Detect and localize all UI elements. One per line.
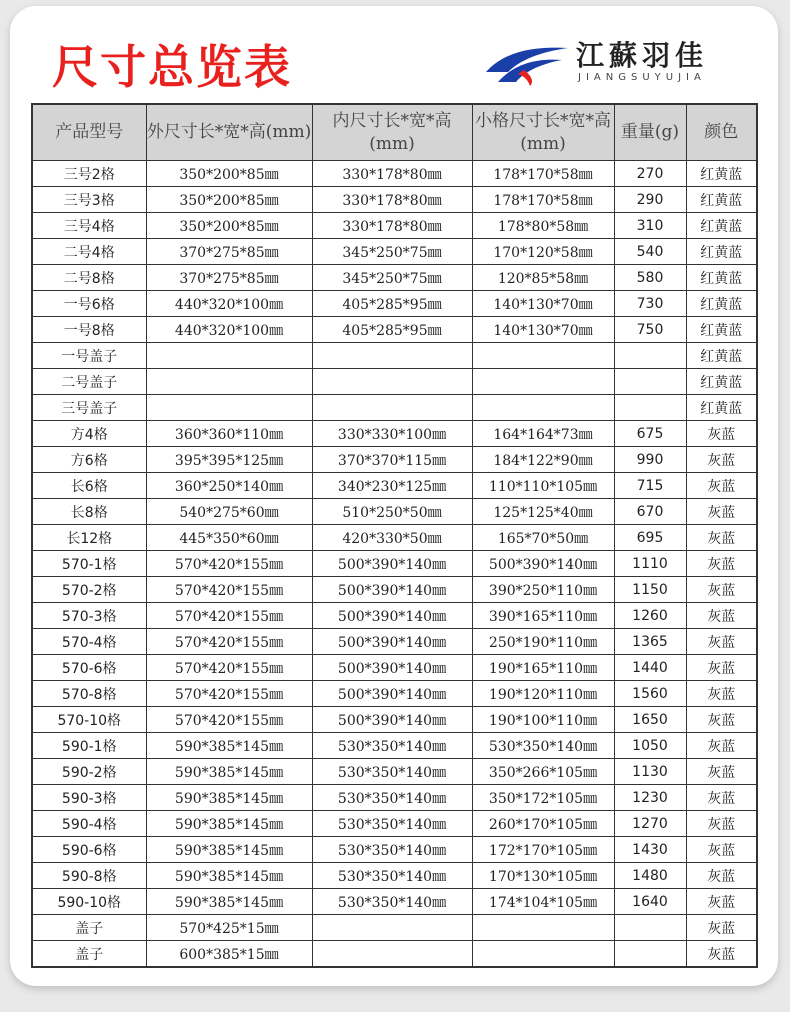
cell-size-cell: 140*130*70㎜ bbox=[472, 291, 614, 317]
header-inner-size: 内尺寸长*宽*高(mm) bbox=[312, 104, 472, 161]
outer-size-cell: 570*420*155㎜ bbox=[146, 577, 312, 603]
weight-cell: 1640 bbox=[614, 889, 686, 915]
inner-size-cell: 345*250*75㎜ bbox=[312, 239, 472, 265]
model-cell: 590-8格 bbox=[32, 863, 146, 889]
color-cell: 灰蓝 bbox=[686, 733, 757, 759]
model-cell: 二号盖子 bbox=[32, 369, 146, 395]
cell-size-cell: 390*250*110㎜ bbox=[472, 577, 614, 603]
outer-size-cell: 350*200*85㎜ bbox=[146, 161, 312, 187]
model-cell: 570-6格 bbox=[32, 655, 146, 681]
outer-size-cell bbox=[146, 395, 312, 421]
outer-size-cell: 370*275*85㎜ bbox=[146, 239, 312, 265]
cell-size-cell: 530*350*140㎜ bbox=[472, 733, 614, 759]
cell-size-cell bbox=[472, 915, 614, 941]
outer-size-cell: 395*395*125㎜ bbox=[146, 447, 312, 473]
brand-name-en: JIANGSUYUJIA bbox=[578, 72, 706, 83]
cell-size-cell: 165*70*50㎜ bbox=[472, 525, 614, 551]
outer-size-cell: 360*360*110㎜ bbox=[146, 421, 312, 447]
inner-size-cell: 330*178*80㎜ bbox=[312, 161, 472, 187]
outer-size-cell bbox=[146, 369, 312, 395]
outer-size-cell: 570*420*155㎜ bbox=[146, 603, 312, 629]
cell-size-cell: 170*120*58㎜ bbox=[472, 239, 614, 265]
outer-size-cell: 590*385*145㎜ bbox=[146, 837, 312, 863]
color-cell: 红黄蓝 bbox=[686, 187, 757, 213]
table-row bbox=[32, 889, 757, 915]
model-cell: 570-3格 bbox=[32, 603, 146, 629]
model-cell: 二号8格 bbox=[32, 265, 146, 291]
cell-size-cell: 190*165*110㎜ bbox=[472, 655, 614, 681]
table-body bbox=[32, 161, 757, 968]
weight-cell: 1365 bbox=[614, 629, 686, 655]
header-color: 颜色 bbox=[686, 104, 757, 161]
inner-size-cell: 405*285*95㎜ bbox=[312, 291, 472, 317]
inner-size-cell: 500*390*140㎜ bbox=[312, 707, 472, 733]
model-cell: 590-4格 bbox=[32, 811, 146, 837]
cell-size-cell: 140*130*70㎜ bbox=[472, 317, 614, 343]
color-cell: 红黄蓝 bbox=[686, 161, 757, 187]
inner-size-cell: 500*390*140㎜ bbox=[312, 655, 472, 681]
cell-size-cell: 190*120*110㎜ bbox=[472, 681, 614, 707]
inner-size-cell: 330*330*100㎜ bbox=[312, 421, 472, 447]
weight-cell: 1650 bbox=[614, 707, 686, 733]
color-cell: 灰蓝 bbox=[686, 447, 757, 473]
table-header-row bbox=[32, 104, 757, 161]
inner-size-cell: 405*285*95㎜ bbox=[312, 317, 472, 343]
weight-cell: 1150 bbox=[614, 577, 686, 603]
weight-cell bbox=[614, 941, 686, 968]
outer-size-cell: 360*250*140㎜ bbox=[146, 473, 312, 499]
cell-size-cell: 120*85*58㎜ bbox=[472, 265, 614, 291]
outer-size-cell: 590*385*145㎜ bbox=[146, 759, 312, 785]
weight-cell: 270 bbox=[614, 161, 686, 187]
outer-size-cell: 350*200*85㎜ bbox=[146, 213, 312, 239]
outer-size-cell: 570*420*155㎜ bbox=[146, 629, 312, 655]
cell-size-cell bbox=[472, 941, 614, 968]
inner-size-cell: 510*250*50㎜ bbox=[312, 499, 472, 525]
brand-logo bbox=[484, 40, 744, 90]
model-cell: 长8格 bbox=[32, 499, 146, 525]
weight-cell: 670 bbox=[614, 499, 686, 525]
outer-size-cell: 590*385*145㎜ bbox=[146, 733, 312, 759]
weight-cell: 1430 bbox=[614, 837, 686, 863]
color-cell: 灰蓝 bbox=[686, 889, 757, 915]
inner-size-cell: 370*370*115㎜ bbox=[312, 447, 472, 473]
inner-size-cell: 530*350*140㎜ bbox=[312, 863, 472, 889]
weight-cell bbox=[614, 915, 686, 941]
inner-size-cell: 500*390*140㎜ bbox=[312, 629, 472, 655]
cell-size-cell bbox=[472, 369, 614, 395]
cell-size-cell: 184*122*90㎜ bbox=[472, 447, 614, 473]
weight-cell: 1270 bbox=[614, 811, 686, 837]
model-cell: 一号盖子 bbox=[32, 343, 146, 369]
model-cell: 570-1格 bbox=[32, 551, 146, 577]
cell-size-cell: 178*80*58㎜ bbox=[472, 213, 614, 239]
weight-cell bbox=[614, 369, 686, 395]
weight-cell: 1480 bbox=[614, 863, 686, 889]
model-cell: 二号4格 bbox=[32, 239, 146, 265]
weight-cell: 290 bbox=[614, 187, 686, 213]
table-row bbox=[32, 655, 757, 681]
table-row bbox=[32, 811, 757, 837]
outer-size-cell: 570*420*155㎜ bbox=[146, 681, 312, 707]
model-cell: 三号2格 bbox=[32, 161, 146, 187]
outer-size-cell: 590*385*145㎜ bbox=[146, 889, 312, 915]
weight-cell: 730 bbox=[614, 291, 686, 317]
color-cell: 灰蓝 bbox=[686, 707, 757, 733]
table-row bbox=[32, 837, 757, 863]
model-cell: 三号4格 bbox=[32, 213, 146, 239]
table-row bbox=[32, 473, 757, 499]
table-row bbox=[32, 265, 757, 291]
cell-size-cell: 260*170*105㎜ bbox=[472, 811, 614, 837]
outer-size-cell: 540*275*60㎜ bbox=[146, 499, 312, 525]
model-cell: 570-8格 bbox=[32, 681, 146, 707]
cell-size-cell: 250*190*110㎜ bbox=[472, 629, 614, 655]
color-cell: 红黄蓝 bbox=[686, 213, 757, 239]
model-cell: 570-4格 bbox=[32, 629, 146, 655]
color-cell: 灰蓝 bbox=[686, 837, 757, 863]
color-cell: 灰蓝 bbox=[686, 759, 757, 785]
color-cell: 红黄蓝 bbox=[686, 265, 757, 291]
weight-cell: 990 bbox=[614, 447, 686, 473]
table-row bbox=[32, 369, 757, 395]
weight-cell bbox=[614, 343, 686, 369]
cell-size-cell: 350*172*105㎜ bbox=[472, 785, 614, 811]
inner-size-cell: 530*350*140㎜ bbox=[312, 811, 472, 837]
outer-size-cell: 570*420*155㎜ bbox=[146, 707, 312, 733]
outer-size-cell: 350*200*85㎜ bbox=[146, 187, 312, 213]
color-cell: 灰蓝 bbox=[686, 577, 757, 603]
weight-cell: 1560 bbox=[614, 681, 686, 707]
color-cell: 灰蓝 bbox=[686, 941, 757, 968]
outer-size-cell: 445*350*60㎜ bbox=[146, 525, 312, 551]
inner-size-cell: 340*230*125㎜ bbox=[312, 473, 472, 499]
color-cell: 灰蓝 bbox=[686, 681, 757, 707]
weight-cell: 1130 bbox=[614, 759, 686, 785]
inner-size-cell: 500*390*140㎜ bbox=[312, 577, 472, 603]
outer-size-cell: 590*385*145㎜ bbox=[146, 785, 312, 811]
table-row bbox=[32, 343, 757, 369]
color-cell: 灰蓝 bbox=[686, 811, 757, 837]
table-row bbox=[32, 213, 757, 239]
weight-cell: 715 bbox=[614, 473, 686, 499]
table-row bbox=[32, 681, 757, 707]
color-cell: 红黄蓝 bbox=[686, 317, 757, 343]
model-cell: 一号8格 bbox=[32, 317, 146, 343]
model-cell: 590-10格 bbox=[32, 889, 146, 915]
outer-size-cell: 570*425*15㎜ bbox=[146, 915, 312, 941]
weight-cell: 310 bbox=[614, 213, 686, 239]
header-model: 产品型号 bbox=[32, 104, 146, 161]
outer-size-cell: 440*320*100㎜ bbox=[146, 291, 312, 317]
outer-size-cell: 570*420*155㎜ bbox=[146, 551, 312, 577]
inner-size-cell: 530*350*140㎜ bbox=[312, 785, 472, 811]
cell-size-cell: 190*100*110㎜ bbox=[472, 707, 614, 733]
cell-size-cell: 178*170*58㎜ bbox=[472, 187, 614, 213]
color-cell: 灰蓝 bbox=[686, 421, 757, 447]
weight-cell: 750 bbox=[614, 317, 686, 343]
inner-size-cell: 500*390*140㎜ bbox=[312, 681, 472, 707]
weight-cell: 695 bbox=[614, 525, 686, 551]
cell-size-cell: 390*165*110㎜ bbox=[472, 603, 614, 629]
color-cell: 红黄蓝 bbox=[686, 291, 757, 317]
color-cell: 灰蓝 bbox=[686, 473, 757, 499]
table-row bbox=[32, 577, 757, 603]
model-cell: 590-3格 bbox=[32, 785, 146, 811]
weight-cell: 580 bbox=[614, 265, 686, 291]
color-cell: 灰蓝 bbox=[686, 603, 757, 629]
model-cell: 盖子 bbox=[32, 915, 146, 941]
inner-size-cell: 330*178*80㎜ bbox=[312, 213, 472, 239]
inner-size-cell: 530*350*140㎜ bbox=[312, 889, 472, 915]
inner-size-cell: 345*250*75㎜ bbox=[312, 265, 472, 291]
table-row bbox=[32, 187, 757, 213]
inner-size-cell: 530*350*140㎜ bbox=[312, 759, 472, 785]
outer-size-cell: 440*320*100㎜ bbox=[146, 317, 312, 343]
cell-size-cell bbox=[472, 395, 614, 421]
color-cell: 灰蓝 bbox=[686, 915, 757, 941]
color-cell: 灰蓝 bbox=[686, 629, 757, 655]
table-row bbox=[32, 161, 757, 187]
inner-size-cell: 530*350*140㎜ bbox=[312, 837, 472, 863]
weight-cell: 1440 bbox=[614, 655, 686, 681]
table-row bbox=[32, 915, 757, 941]
cell-size-cell: 110*110*105㎜ bbox=[472, 473, 614, 499]
outer-size-cell bbox=[146, 343, 312, 369]
color-cell: 红黄蓝 bbox=[686, 369, 757, 395]
table-row bbox=[32, 759, 757, 785]
model-cell: 长12格 bbox=[32, 525, 146, 551]
inner-size-cell: 420*330*50㎜ bbox=[312, 525, 472, 551]
weight-cell: 675 bbox=[614, 421, 686, 447]
outer-size-cell: 570*420*155㎜ bbox=[146, 655, 312, 681]
weight-cell: 1230 bbox=[614, 785, 686, 811]
model-cell: 长6格 bbox=[32, 473, 146, 499]
header-cell-size: 小格尺寸长*宽*高(mm) bbox=[472, 104, 614, 161]
color-cell: 灰蓝 bbox=[686, 785, 757, 811]
table-row bbox=[32, 525, 757, 551]
cell-size-cell: 170*130*105㎜ bbox=[472, 863, 614, 889]
model-cell: 三号3格 bbox=[32, 187, 146, 213]
model-cell: 一号6格 bbox=[32, 291, 146, 317]
table-row bbox=[32, 863, 757, 889]
table-row bbox=[32, 317, 757, 343]
color-cell: 灰蓝 bbox=[686, 499, 757, 525]
table-row bbox=[32, 629, 757, 655]
model-cell: 盖子 bbox=[32, 941, 146, 968]
model-cell: 590-6格 bbox=[32, 837, 146, 863]
table-row bbox=[32, 941, 757, 968]
color-cell: 灰蓝 bbox=[686, 525, 757, 551]
header-outer-size: 外尺寸长*宽*高(mm) bbox=[146, 104, 312, 161]
inner-size-cell bbox=[312, 395, 472, 421]
table-row bbox=[32, 551, 757, 577]
header-weight: 重量(g) bbox=[614, 104, 686, 161]
cell-size-cell: 500*390*140㎜ bbox=[472, 551, 614, 577]
color-cell: 灰蓝 bbox=[686, 655, 757, 681]
table-row bbox=[32, 707, 757, 733]
weight-cell: 1110 bbox=[614, 551, 686, 577]
table-row bbox=[32, 499, 757, 525]
outer-size-cell: 590*385*145㎜ bbox=[146, 863, 312, 889]
model-cell: 590-2格 bbox=[32, 759, 146, 785]
inner-size-cell: 330*178*80㎜ bbox=[312, 187, 472, 213]
color-cell: 红黄蓝 bbox=[686, 395, 757, 421]
table-row bbox=[32, 291, 757, 317]
table-row bbox=[32, 785, 757, 811]
inner-size-cell: 530*350*140㎜ bbox=[312, 733, 472, 759]
model-cell: 三号盖子 bbox=[32, 395, 146, 421]
cell-size-cell: 178*170*58㎜ bbox=[472, 161, 614, 187]
color-cell: 灰蓝 bbox=[686, 863, 757, 889]
weight-cell: 1260 bbox=[614, 603, 686, 629]
model-cell: 590-1格 bbox=[32, 733, 146, 759]
brand-name-cn: 江蘇羽佳 bbox=[576, 39, 709, 72]
table-row bbox=[32, 603, 757, 629]
page-title: 尺寸总览表 bbox=[52, 40, 292, 94]
color-cell: 红黄蓝 bbox=[686, 343, 757, 369]
inner-size-cell bbox=[312, 941, 472, 968]
model-cell: 方4格 bbox=[32, 421, 146, 447]
table-row bbox=[32, 239, 757, 265]
cell-size-cell: 164*164*73㎜ bbox=[472, 421, 614, 447]
weight-cell bbox=[614, 395, 686, 421]
inner-size-cell bbox=[312, 343, 472, 369]
model-cell: 方6格 bbox=[32, 447, 146, 473]
inner-size-cell bbox=[312, 369, 472, 395]
color-cell: 红黄蓝 bbox=[686, 239, 757, 265]
table-row bbox=[32, 395, 757, 421]
model-cell: 570-2格 bbox=[32, 577, 146, 603]
outer-size-cell: 600*385*15㎜ bbox=[146, 941, 312, 968]
cell-size-cell: 125*125*40㎜ bbox=[472, 499, 614, 525]
table-row bbox=[32, 421, 757, 447]
weight-cell: 1050 bbox=[614, 733, 686, 759]
cell-size-cell: 350*266*105㎜ bbox=[472, 759, 614, 785]
swoosh-logo-icon bbox=[484, 42, 570, 86]
inner-size-cell bbox=[312, 915, 472, 941]
cell-size-cell: 174*104*105㎜ bbox=[472, 889, 614, 915]
cell-size-cell: 172*170*105㎜ bbox=[472, 837, 614, 863]
inner-size-cell: 500*390*140㎜ bbox=[312, 603, 472, 629]
inner-size-cell: 500*390*140㎜ bbox=[312, 551, 472, 577]
size-table bbox=[31, 103, 758, 968]
color-cell: 灰蓝 bbox=[686, 551, 757, 577]
cell-size-cell bbox=[472, 343, 614, 369]
table-row bbox=[32, 447, 757, 473]
outer-size-cell: 370*275*85㎜ bbox=[146, 265, 312, 291]
weight-cell: 540 bbox=[614, 239, 686, 265]
model-cell: 570-10格 bbox=[32, 707, 146, 733]
table-row bbox=[32, 733, 757, 759]
outer-size-cell: 590*385*145㎜ bbox=[146, 811, 312, 837]
